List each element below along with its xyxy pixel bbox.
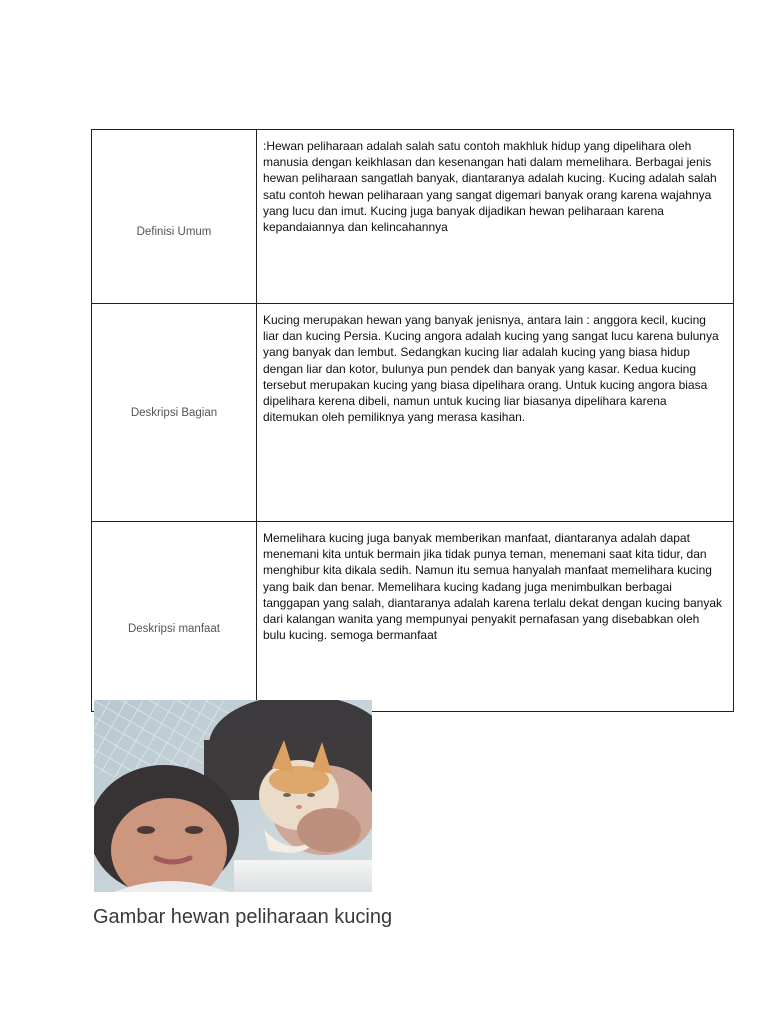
row-label-cell — [92, 130, 257, 304]
table-row — [92, 130, 734, 304]
row-label-cell — [92, 304, 257, 522]
row-text: Kucing merupakan hewan yang banyak jenisnya, antara lain : anggora kecil, kucing liar dan kucing Persia. Kucing angora adalah kucing yang sangat lucu karena bulunya yang banyak dan lembut. Sedangkan kucing liar adalah kucing yang biasa hidup dengan liar dan kotor, bulunya pun pendek dan banyak yang kasar. Kedua kucing tersebut merupakan kucing yang biasa dipelihara orang. Untuk kucing angora biasa dipelihara kerena dibeli, namun untuk kucing liar biasanya dipelihara karena ditemukan oleh pemiliknya yang merasa kasihan. — [257, 304, 734, 522]
row-label-cell — [92, 522, 257, 712]
table-row — [92, 304, 734, 522]
cat-selfie-photo — [94, 700, 372, 892]
table-row — [92, 522, 734, 712]
photo-caption: Gambar hewan peliharaan kucing — [93, 906, 393, 928]
row-label: Deskripsi manfaat — [127, 622, 221, 635]
row-text: :Hewan peliharaan adalah salah satu contoh makhluk hidup yang dipelihara oleh manusia dengan keikhlasan dan kesenangan hati dalam memelihara. Berbagai jenis hewan peliharaan sangatlah banyak, diantaranya adalah kucing. Kucing adalah salah satu contoh hewan peliharaan yang sangat digemari banyak orang karena wajahnya yang lucu dan imut. Kucing juga banyak dijadikan hewan peliharaan karena kepandaiannya dan kelincahannya — [257, 130, 734, 304]
row-label: Deskripsi Bagian — [130, 406, 218, 419]
info-table — [91, 129, 734, 712]
row-text: Memelihara kucing juga banyak memberikan manfaat, diantaranya adalah dapat menemani kita untuk bermain jika tidak punya teman, menemani saat kita tidur, dan menghibur kita dikala sedih. Namun itu semua hanyalah manfaat memelihara kucing yang baik dan benar. Memelihara kucing kadang juga menimbulkan berbagai tanggapan yang salah, diantaranya adalah karena terlalu dekat dengan kucing banyak dari kalangan wanita yang mempunyai penyakit pernafasan yang disebabkan oleh bulu kucing. semoga bermanfaat — [257, 522, 734, 712]
photo-illustration — [94, 700, 372, 892]
row-label: Definisi Umum — [136, 225, 212, 238]
